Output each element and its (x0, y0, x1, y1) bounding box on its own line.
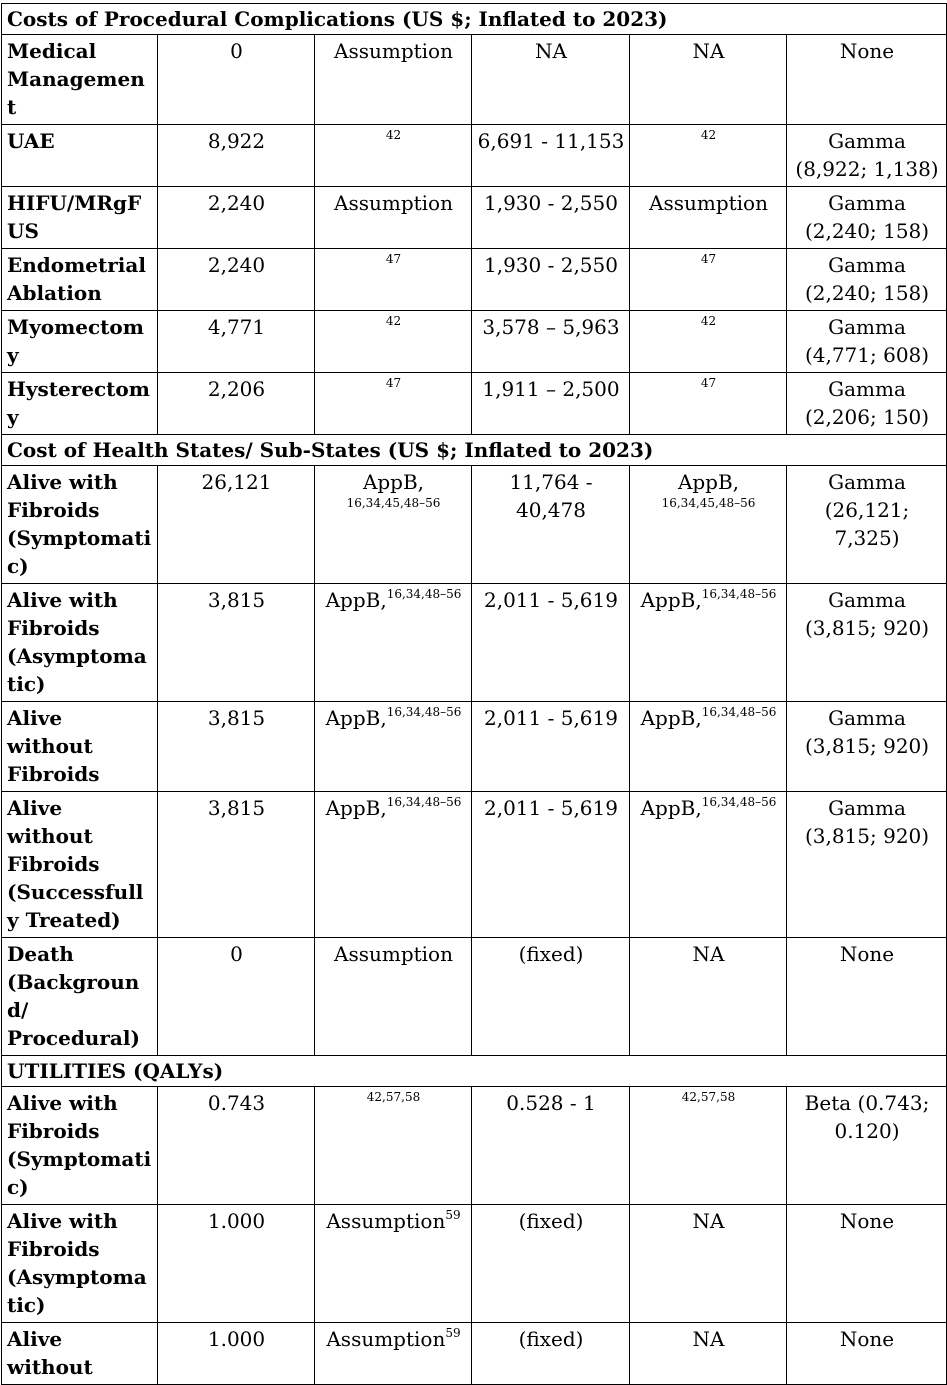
section-title: Cost of Health States/ Sub-States (US $; Inflated to 2023) (2, 435, 947, 466)
source-reference-numbers: 16,34,45,48–56 (661, 496, 756, 510)
value-source (315, 1205, 472, 1323)
table-row (2, 1323, 947, 1385)
row-label: HIFU/MRgFUS (2, 187, 158, 249)
range-source (630, 187, 787, 249)
source-text: AppB, (677, 470, 740, 494)
distribution-value: Gamma (26,121; 7,325) (787, 466, 947, 584)
base-value: 8,922 (158, 125, 315, 187)
source-text: AppB, (640, 706, 702, 730)
table-row (2, 792, 947, 938)
source-reference-numbers: 16,34,48–56 (386, 705, 462, 719)
row-label: Alive with Fibroids (Asymptomatic) (2, 1205, 158, 1323)
source-reference-numbers: 42,57,58 (681, 1090, 736, 1104)
distribution-value: Gamma (3,815; 920) (787, 584, 947, 702)
range-source (630, 35, 787, 125)
source-reference-numbers: 42,57,58 (366, 1090, 421, 1104)
source-text: AppB, (325, 706, 387, 730)
distribution-value: None (787, 35, 947, 125)
source-text: NA (692, 39, 725, 63)
source-text: NA (692, 1209, 725, 1233)
row-label: Alive without Fibroids (2, 702, 158, 792)
range-value: 1,930 - 2,550 (472, 187, 630, 249)
base-value: 26,121 (158, 466, 315, 584)
table-row (2, 1205, 947, 1323)
base-value: 0 (158, 938, 315, 1056)
distribution-value: None (787, 1205, 947, 1323)
range-source (630, 792, 787, 938)
value-source (315, 1323, 472, 1385)
source-text: Assumption (334, 942, 453, 966)
source-text: Assumption (334, 191, 453, 215)
row-label: Alive with Fibroids (Symptomatic) (2, 466, 158, 584)
row-label: Medical Management (2, 35, 158, 125)
row-label: Endometrial Ablation (2, 249, 158, 311)
distribution-value: Gamma (4,771; 608) (787, 311, 947, 373)
row-label: Alive with Fibroids (Symptomatic) (2, 1087, 158, 1205)
range-value: 3,578 – 5,963 (472, 311, 630, 373)
source-reference-numbers: 16,34,48–56 (386, 795, 462, 809)
value-source (315, 466, 472, 584)
table-row (2, 702, 947, 792)
range-value: (fixed) (472, 938, 630, 1056)
range-source (630, 1087, 787, 1205)
source-text: Assumption (649, 191, 768, 215)
section-header-row (2, 435, 947, 466)
range-source (630, 1205, 787, 1323)
range-source (630, 584, 787, 702)
value-source (315, 1087, 472, 1205)
range-source (630, 373, 787, 435)
range-value: 6,691 - 11,153 (472, 125, 630, 187)
range-value: 2,011 - 5,619 (472, 702, 630, 792)
source-reference-numbers: 47 (700, 376, 717, 390)
source-reference-numbers: 47 (385, 376, 402, 390)
source-text: AppB, (640, 796, 702, 820)
section-header-row (2, 1056, 947, 1087)
value-source (315, 125, 472, 187)
source-reference-numbers: 42 (700, 128, 717, 142)
range-source (630, 125, 787, 187)
section-title: Costs of Procedural Complications (US $; Inflated to 2023) (2, 4, 947, 35)
table-row (2, 466, 947, 584)
source-text: AppB, (325, 588, 387, 612)
range-value: (fixed) (472, 1205, 630, 1323)
source-text: AppB, (325, 796, 387, 820)
table-row (2, 249, 947, 311)
table-row (2, 584, 947, 702)
distribution-value: None (787, 938, 947, 1056)
range-source (630, 249, 787, 311)
table-body (2, 4, 947, 1385)
table-row (2, 125, 947, 187)
distribution-value: Gamma (8,922; 1,138) (787, 125, 947, 187)
parameters-table (1, 3, 947, 1385)
base-value: 1.000 (158, 1323, 315, 1385)
row-label: Myomectomy (2, 311, 158, 373)
base-value: 3,815 (158, 792, 315, 938)
range-value: 1,911 – 2,500 (472, 373, 630, 435)
source-text: Assumption (326, 1327, 446, 1351)
source-reference-numbers: 47 (700, 252, 717, 266)
base-value: 0.743 (158, 1087, 315, 1205)
range-source (630, 466, 787, 584)
row-label: Alive with Fibroids (Asymptomatic) (2, 584, 158, 702)
value-source (315, 35, 472, 125)
distribution-value: Gamma (3,815; 920) (787, 702, 947, 792)
source-reference-numbers: 42 (385, 128, 402, 142)
row-label: Alive without (2, 1323, 158, 1385)
value-source (315, 373, 472, 435)
distribution-value: None (787, 1323, 947, 1385)
distribution-value: Gamma (2,206; 150) (787, 373, 947, 435)
range-value: 1,930 - 2,550 (472, 249, 630, 311)
base-value: 2,240 (158, 249, 315, 311)
base-value: 4,771 (158, 311, 315, 373)
base-value: 3,815 (158, 584, 315, 702)
table-row (2, 373, 947, 435)
section-title: UTILITIES (QALYs) (2, 1056, 947, 1087)
range-value: NA (472, 35, 630, 125)
source-reference-numbers: 16,34,48–56 (701, 587, 777, 601)
source-text: Assumption (334, 39, 453, 63)
row-label: Alive without Fibroids (Successfully Treated) (2, 792, 158, 938)
source-text: AppB, (640, 588, 702, 612)
distribution-value: Beta (0.743; 0.120) (787, 1087, 947, 1205)
range-source (630, 1323, 787, 1385)
distribution-value: Gamma (3,815; 920) (787, 792, 947, 938)
table-row (2, 35, 947, 125)
source-text: AppB, (362, 470, 425, 494)
source-reference-numbers: 59 (445, 1208, 461, 1222)
range-source (630, 702, 787, 792)
range-source (630, 938, 787, 1056)
value-source (315, 938, 472, 1056)
source-text: NA (692, 1327, 725, 1351)
source-reference-numbers: 42 (700, 314, 717, 328)
value-source (315, 249, 472, 311)
table-row (2, 311, 947, 373)
source-reference-numbers: 59 (445, 1326, 461, 1340)
source-text: Assumption (326, 1209, 446, 1233)
range-source (630, 311, 787, 373)
table-row (2, 938, 947, 1056)
range-value: (fixed) (472, 1323, 630, 1385)
range-value: 11,764 - 40,478 (472, 466, 630, 584)
range-value: 2,011 - 5,619 (472, 792, 630, 938)
row-label: Hysterectomy (2, 373, 158, 435)
base-value: 2,240 (158, 187, 315, 249)
source-text: NA (692, 942, 725, 966)
source-reference-numbers: 42 (385, 314, 402, 328)
source-reference-numbers: 47 (385, 252, 402, 266)
value-source (315, 311, 472, 373)
distribution-value: Gamma (2,240; 158) (787, 249, 947, 311)
table-row (2, 187, 947, 249)
value-source (315, 702, 472, 792)
base-value: 1.000 (158, 1205, 315, 1323)
distribution-value: Gamma (2,240; 158) (787, 187, 947, 249)
base-value: 0 (158, 35, 315, 125)
range-value: 0.528 - 1 (472, 1087, 630, 1205)
base-value: 2,206 (158, 373, 315, 435)
row-label: UAE (2, 125, 158, 187)
source-reference-numbers: 16,34,48–56 (701, 705, 777, 719)
value-source (315, 584, 472, 702)
table-row (2, 1087, 947, 1205)
source-reference-numbers: 16,34,45,48–56 (346, 496, 441, 510)
source-reference-numbers: 16,34,48–56 (386, 587, 462, 601)
section-header-row (2, 4, 947, 35)
value-source (315, 792, 472, 938)
row-label: Death (Background/ Procedural) (2, 938, 158, 1056)
value-source (315, 187, 472, 249)
base-value: 3,815 (158, 702, 315, 792)
source-reference-numbers: 16,34,48–56 (701, 795, 777, 809)
range-value: 2,011 - 5,619 (472, 584, 630, 702)
